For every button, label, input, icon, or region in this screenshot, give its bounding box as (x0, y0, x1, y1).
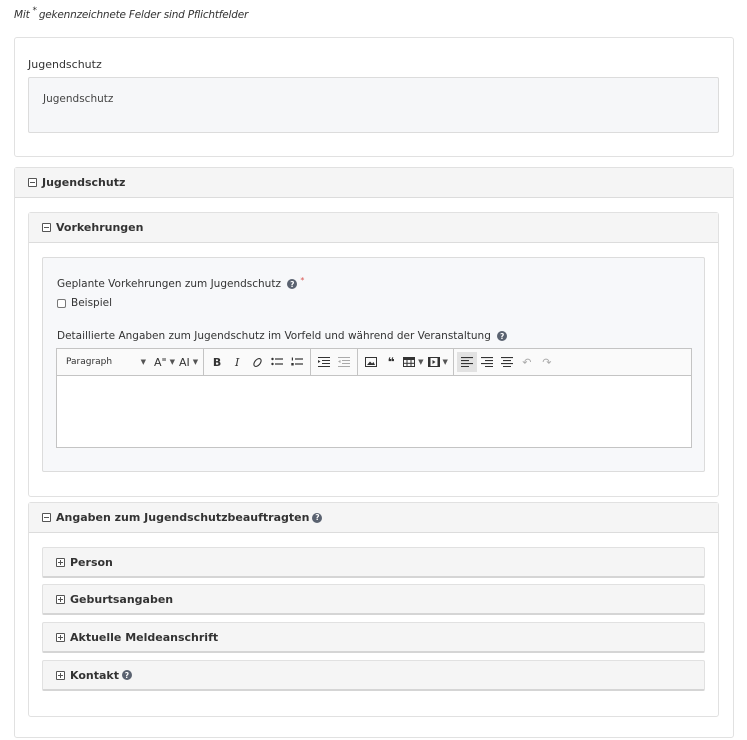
media-icon (428, 357, 440, 367)
help-icon[interactable]: ? (312, 513, 322, 523)
jugendschutz-readonly-field (28, 77, 719, 133)
rich-text-editor (56, 348, 692, 448)
font-family-dropdown[interactable] (177, 352, 200, 372)
help-icon[interactable]: ? (287, 279, 297, 289)
note-suffix: gekennzeichnete Felder sind Pflichtfelder (38, 9, 249, 21)
required-star: * (300, 276, 305, 285)
section-kontakt-header[interactable] (42, 660, 705, 691)
expand-icon (56, 633, 65, 642)
planned-measures-label (57, 278, 304, 290)
blockquote-button[interactable] (381, 352, 401, 372)
toolbar-group-text (204, 349, 311, 375)
numbered-list-button[interactable] (287, 352, 307, 372)
beauftragter-panel-title: Angaben zum Jugendschutzbeauftragten (56, 511, 310, 524)
outdent-button[interactable] (334, 352, 354, 372)
details-label-text: Detaillierte Angaben zum Jugendschutz im Vorfeld und während der Veranstaltung (57, 330, 491, 342)
vorkehrungen-panel-title: Vorkehrungen (56, 221, 144, 234)
jugendschutz-field-label: Jugendschutz (28, 58, 102, 71)
indent-button[interactable] (314, 352, 334, 372)
section-person-title: Person (70, 555, 113, 569)
section-person-header[interactable] (42, 547, 705, 578)
font-size-dropdown[interactable] (152, 352, 177, 372)
redo-button[interactable] (537, 352, 557, 372)
align-left-icon (461, 357, 473, 367)
beispiel-checkbox-label[interactable]: Beispiel (71, 297, 113, 309)
section-meldeanschrift-title: Aktuelle Meldeanschrift (70, 630, 219, 644)
chevron-down-icon: ▼ (442, 358, 448, 366)
chevron-down-icon: ▼ (169, 358, 175, 366)
chevron-down-icon: ▼ (140, 358, 146, 366)
chevron-down-icon: ▼ (192, 358, 199, 366)
font-family-icon: AI (178, 355, 190, 369)
beauftragter-panel-header[interactable] (29, 503, 718, 533)
editor-content-area[interactable] (57, 376, 691, 447)
collapse-icon (42, 513, 51, 522)
table-dropdown[interactable] (401, 352, 425, 372)
collapse-icon (28, 178, 37, 187)
align-right-button[interactable] (477, 352, 497, 372)
jugendschutz-panel (14, 167, 734, 738)
note-prefix: Mit (14, 9, 30, 21)
editor-toolbar (57, 349, 691, 376)
beispiel-checkbox[interactable] (57, 299, 66, 308)
media-dropdown[interactable] (426, 352, 450, 372)
vorkehrungen-panel (28, 212, 719, 497)
toolbar-group-insert (358, 349, 454, 375)
planned-measures-label-text: Geplante Vorkehrungen zum Jugendschutz (57, 278, 281, 290)
blockquote-icon: ❝ (387, 355, 395, 369)
numbered-list-icon (291, 357, 303, 367)
vorkehrungen-form-box (42, 257, 705, 472)
toolbar-group-indent (311, 349, 358, 375)
paragraph-dropdown-label: Paragraph (66, 357, 113, 367)
undo-icon: ↶ (522, 355, 532, 369)
collapse-icon (42, 223, 51, 232)
help-icon[interactable]: ? (497, 331, 507, 341)
link-icon (252, 357, 263, 368)
jugendschutz-panel-title: Jugendschutz (42, 176, 126, 189)
image-icon (365, 357, 377, 367)
outdent-icon (338, 357, 350, 367)
align-center-button[interactable] (497, 352, 517, 372)
undo-button[interactable] (517, 352, 537, 372)
help-icon[interactable]: ? (122, 670, 132, 680)
image-button[interactable] (361, 352, 381, 372)
toolbar-group-align (454, 349, 560, 375)
jugendschutz-field-card (14, 37, 734, 157)
align-center-icon (501, 357, 513, 367)
bold-button[interactable] (207, 352, 227, 372)
toolbar-group-format (57, 349, 204, 375)
table-icon (403, 357, 415, 367)
bulleted-list-icon (271, 357, 283, 367)
expand-icon (56, 671, 65, 680)
vorkehrungen-panel-header[interactable] (29, 213, 718, 243)
bold-icon: B (212, 355, 222, 369)
link-button[interactable] (247, 352, 267, 372)
beauftragter-panel (28, 502, 719, 717)
redo-icon: ↷ (542, 355, 552, 369)
jugendschutz-field-value: Jugendschutz (43, 93, 114, 105)
details-label (57, 330, 507, 342)
section-geburtsangaben-header[interactable] (42, 584, 705, 615)
italic-button[interactable] (227, 352, 247, 372)
section-geburtsangaben-title: Geburtsangaben (70, 592, 174, 606)
font-size-icon: A≡ (154, 355, 167, 369)
beispiel-checkbox-row[interactable] (57, 297, 112, 309)
bulleted-list-button[interactable] (267, 352, 287, 372)
align-right-icon (481, 357, 493, 367)
expand-icon (56, 595, 65, 604)
indent-icon (318, 357, 330, 367)
section-kontakt-title: Kontakt (70, 668, 119, 682)
required-fields-note (14, 6, 249, 21)
align-left-button[interactable] (457, 352, 477, 372)
paragraph-dropdown[interactable] (60, 352, 152, 372)
chevron-down-icon: ▼ (418, 358, 424, 366)
jugendschutz-panel-header[interactable] (15, 168, 733, 198)
expand-icon (56, 558, 65, 567)
required-star: * (32, 6, 37, 16)
section-meldeanschrift-header[interactable] (42, 622, 705, 653)
italic-icon: I (234, 355, 240, 369)
